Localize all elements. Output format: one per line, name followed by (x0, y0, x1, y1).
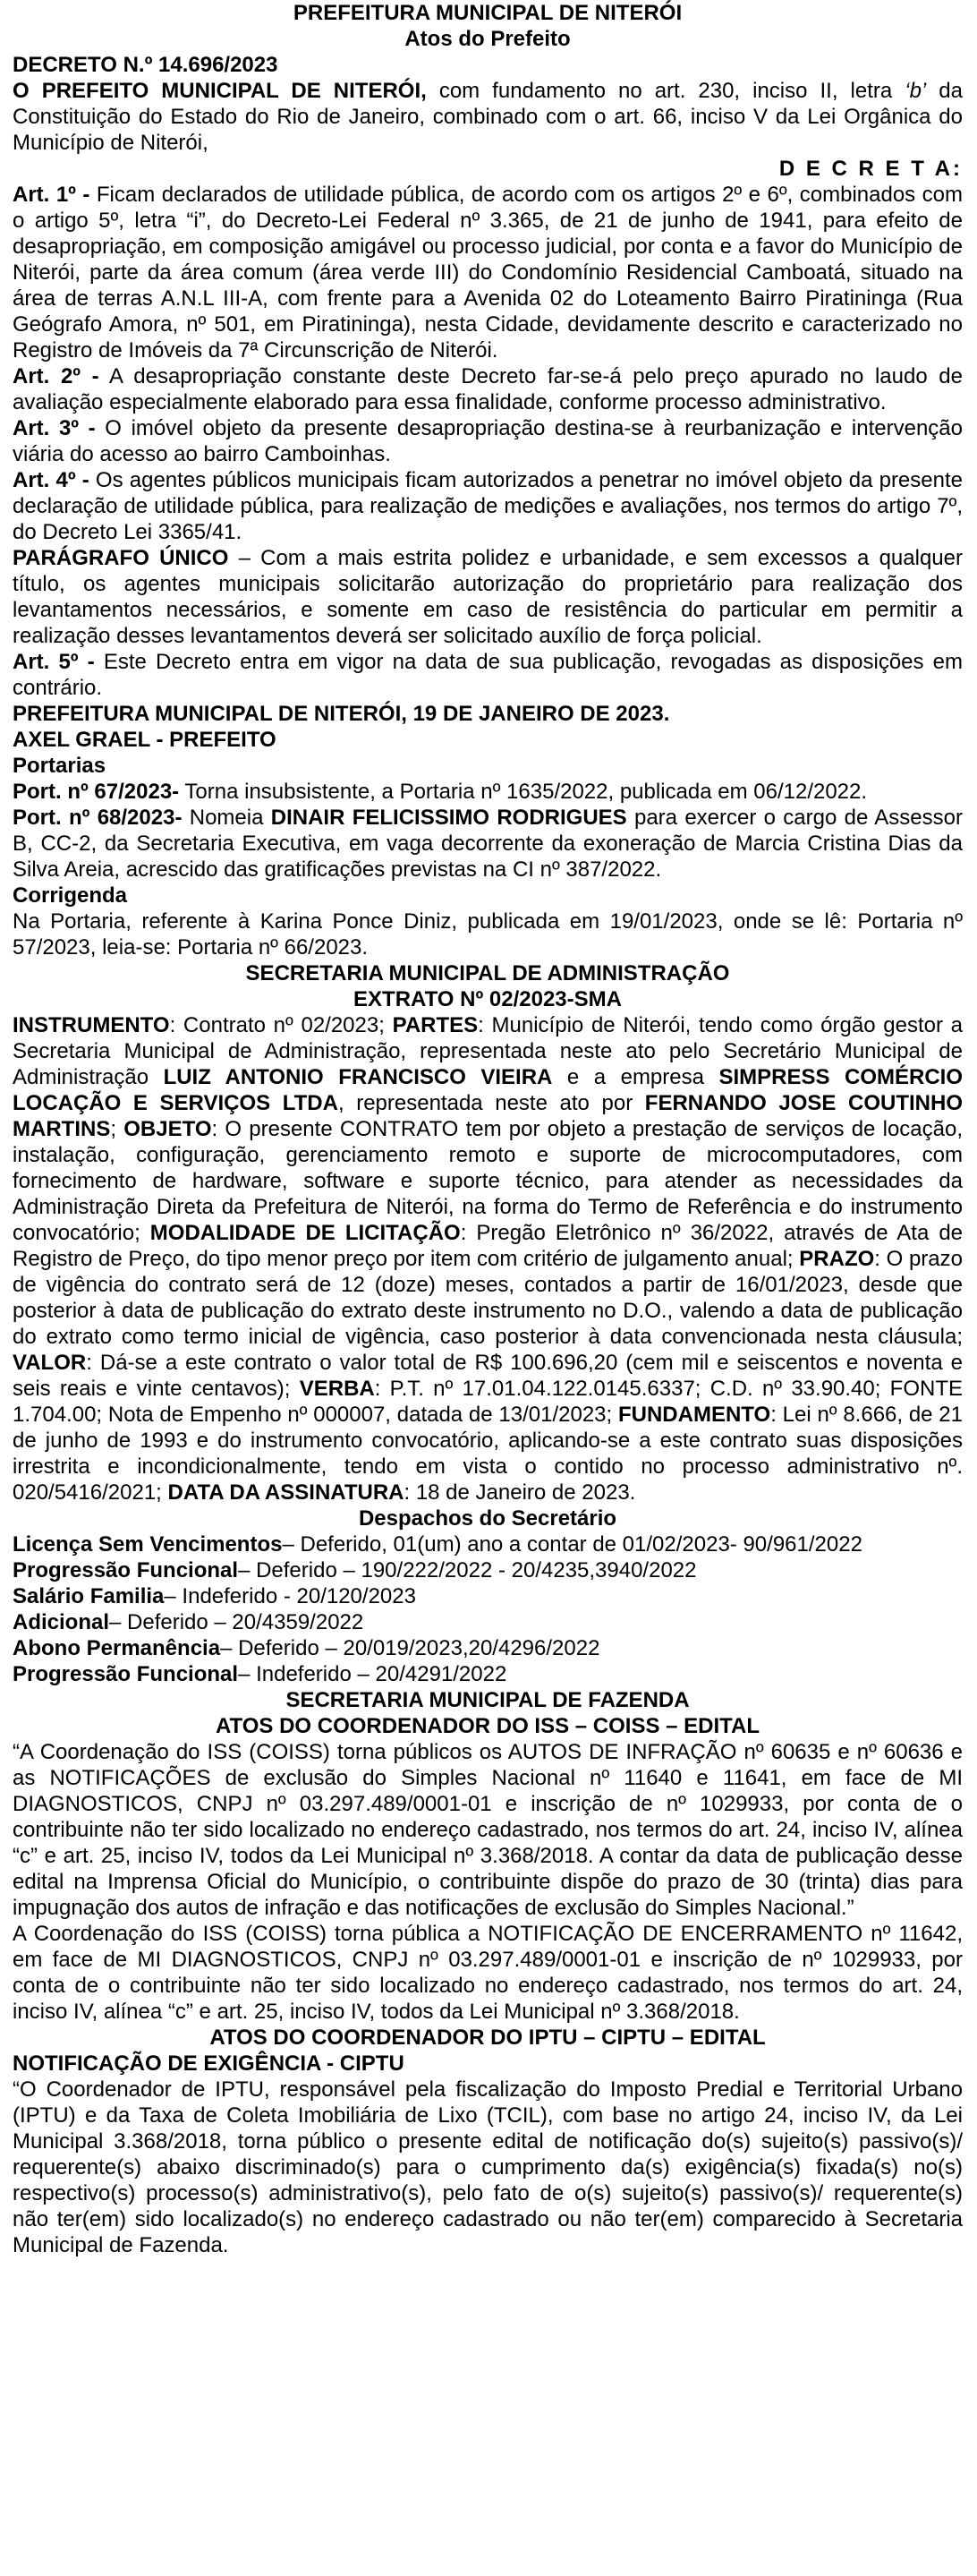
field-label: DATA DA ASSINATURA (167, 1480, 404, 1505)
article-2 (13, 363, 963, 415)
despacho-label: Abono Permanência (13, 1636, 221, 1660)
portaria-text: Torna insubsistente, a Portaria nº 1635/2022, publicada em 06/12/2022. (179, 780, 868, 804)
preamble-italic: ‘b’ (905, 79, 927, 103)
article-label: Art. 1º - (13, 183, 90, 207)
decreta-heading: D E C R E T A: (778, 157, 963, 181)
signature: AXEL GRAEL - PREFEITO (13, 728, 276, 752)
administracao-title: SECRETARIA MUNICIPAL DE ADMINISTRAÇÃO (245, 961, 730, 985)
field-text: : Lei nº 8.666, de 21 de junho de 1993 e do instrumento convocatório, aplicando-se a este contrato suas disposições irrestrita e incondicionalmente, tendo em vista o contido no processo administrativo nº. 020/5416/2021; (13, 1403, 963, 1505)
preamble-text: com fundamento no art. 230, inciso II, letra (426, 79, 905, 103)
field-label: VALOR (13, 1351, 87, 1375)
despacho-label: Progressão Funcional (13, 1662, 239, 1686)
despachos-list (13, 1531, 963, 1687)
fazenda-title: SECRETARIA MUNICIPAL DE FAZENDA (285, 1688, 690, 1712)
despacho-text: – Deferido – 190/222/2022 - 20/4235,3940/2022 (238, 1558, 697, 1582)
article-text: Este Decreto entra em vigor na data de sua publicação, revogadas as disposições em contrário. (13, 650, 963, 700)
field-text: : Dá-se a este contrato o valor total de R$ 100.696,20 (cem mil e seiscentos e noventa e seis reais e vinte centavos); (13, 1351, 963, 1401)
despacho-item (13, 1557, 963, 1583)
empresa-name: SIMPRESS COMÉRCIO LOCAÇÃO E SERVIÇOS LTDA (13, 1065, 963, 1115)
field-label: VERBA (299, 1377, 375, 1401)
article-label: Art. 5º - (13, 650, 95, 674)
secretario-name: LUIZ ANTONIO FRANCISCO VIEIRA (163, 1065, 553, 1089)
field-text: : Pregão Eletrônico nº 36/2022, através de Ata de Registro de Preço, do tipo menor preço por item com critério de julgamento anual; (13, 1221, 964, 1271)
preamble-bold: O PREFEITO MUNICIPAL DE NITERÓI, (13, 79, 427, 103)
field-text: : O presente CONTRATO tem por objeto a prestação de serviços de locação, instalação, configuração, gerenciamento remoto e suporte de microcomputadores, com fornecimento de hardware, software e suporte técnico, para atender as necessidades da Administração Direta da Prefeitura de Niterói, na forma do Termo de Referência e do instrumento convocatório; (13, 1117, 964, 1245)
decreto-preamble (13, 78, 963, 156)
iss-paragraph-1: “A Coordenação do ISS (COISS) torna públicos os AUTOS DE INFRAÇÃO nº 60635 e nº 60636 e as NOTIFICAÇÕES de exclusão do Simples Nacional nº 11640 e 11641, em face de MI DIAGNOSTICOS, CNPJ nº 03.297.489/0001-01 e inscrição de nº 1029933, por conta de o contribuinte não ter sido localizado no endereço cadastrado, nos termos do art. 24, inciso IV, alínea “c” e art. 25, inciso IV, todos da Lei Municipal nº 3.368/2018. A contar da data de publicação desse edital na Imprensa Oficial do Município, o contribuinte dispõe do prazo de 30 (trinta) dias para impugnação dos autos de infração e das notificações de exclusão do Simples Nacional.” (13, 1740, 963, 1920)
extrato-title: EXTRATO Nº 02/2023-SMA (353, 987, 622, 1011)
iss-paragraph-2: A Coordenação do ISS (COISS) torna pública a NOTIFICAÇÃO DE ENCERRAMENTO nº 11642, em face de MI DIAGNOSTICOS, CNPJ nº 03.297.489/0001-01 e inscrição de nº 1029933, por conta de o contribuinte não ter sido localizado no endereço cadastrado, nos termos do art. 24, inciso IV, alínea “c” e art. 25, inciso IV, todos da Lei Municipal nº 3.368/2018. (13, 1922, 963, 2024)
portaria-label: Port. nº 68/2023- (13, 806, 183, 830)
field-label: PRAZO (799, 1247, 875, 1271)
portaria-text: para exercer o cargo de Assessor B, CC-2, da Secretaria Executiva, em vaga decorrente da exoneração de Marcia Cristina Dias da Silva Areia, acrescido das gratificações previstas na CI nº 387/2022. (13, 806, 963, 882)
article-label: Art. 4º - (13, 468, 89, 492)
despacho-text: – Deferido – 20/019/2023,20/4296/2022 (220, 1636, 600, 1660)
field-text: e a empresa (552, 1065, 719, 1089)
date-line: PREFEITURA MUNICIPAL DE NITERÓI, 19 DE JANEIRO DE 2023. (13, 702, 670, 726)
field-text: : 18 de Janeiro de 2023. (404, 1480, 636, 1505)
field-label: INSTRUMENTO (13, 1013, 170, 1037)
despacho-item (13, 1531, 963, 1557)
despacho-text: – Deferido – 20/4359/2022 (109, 1610, 364, 1634)
header-title: PREFEITURA MUNICIPAL DE NITERÓI (293, 1, 683, 25)
despacho-label: Progressão Funcional (13, 1558, 239, 1582)
field-label: OBJETO (123, 1117, 212, 1141)
iptu-paragraph: “O Coordenador de IPTU, responsável pela fiscalização do Imposto Predial e Territorial Urbano (IPTU) e da Taxa de Coleta Imobiliária de Lixo (TCIL), com base no artigo 24, inciso IV, da Lei Municipal 3.368/2018, torna público o presente edital de notificação do(s) sujeito(s) passivo(s)/ requerente(s) abaixo discriminado(s) para o cumprimento da(s) exigência(s) fixada(s) no(s) respectivo(s) processo(s) administrativo(s), pelo fato de o(s) sujeito(s) passivo(s)/ requerente(s) não ter(em) sido localizado(s) no endereço cadastrado ou não ter(em) comparecido à Secretaria Municipal de Fazenda. (13, 2077, 963, 2257)
field-text: : Município de Niterói, tendo como órgão gestor a Secretaria Municipal de Administração, representada neste ato pelo Secretário Municipal de Administração (13, 1013, 963, 1089)
paragrafo-unico (13, 545, 963, 649)
iptu-title: ATOS DO COORDENADOR DO IPTU – CIPTU – EDITAL (209, 2026, 766, 2050)
iptu-subtitle: NOTIFICAÇÃO DE EXIGÊNCIA - CIPTU (13, 2051, 404, 2076)
field-text: : P.T. nº 17.01.04.122.0145.6337; C.D. nº 33.90.40; FONTE 1.704.00; Nota de Empenho nº 000007, datada de 13/01/2023; (13, 1377, 963, 1427)
despacho-text: – Indeferido - 20/120/2023 (164, 1584, 416, 1608)
field-label: PARTES (392, 1013, 479, 1037)
despacho-item (13, 1635, 963, 1661)
decreto-number: DECRETO N.º 14.696/2023 (13, 53, 278, 77)
representante-name: FERNANDO JOSE COUTINHO MARTINS (13, 1091, 964, 1141)
article-label: Art. 2º - (13, 364, 99, 388)
article-text: A desapropriação constante deste Decreto far-se-á pelo preço apurado no laudo de avaliação especialmente elaborado para essa finalidade, conforme processo administrativo. (13, 364, 963, 414)
despacho-item (13, 1609, 963, 1635)
despacho-label: Adicional (13, 1610, 110, 1634)
article-label: Art. 3º - (13, 416, 96, 440)
article-5 (13, 649, 963, 701)
portaria-68 (13, 805, 963, 883)
field-text: ; (110, 1117, 124, 1141)
article-text: Ficam declarados de utilidade pública, de acordo com os artigos 2º e 6º, combinados com o artigo 5º, letra “i”, do Decreto-Lei Federal nº 3.365, de 21 de junho de 1941, para efeito de desapropriação, em composição amigável ou processo judicial, por conta e a favor do Município de Niterói, parte da área comum (área verde III) do Condomínio Residencial Camboatá, situado na área de terras A.N.L III-A, com frente para a Avenida 02 do Loteamento Bairro Piratininga (Rua Geógrafo Amora, nº 501, em Piratininga), nesta Cidade, devidamente descrito e caracterizado no Registro de Imóveis da 7ª Circunscrição de Niterói. (13, 183, 963, 363)
portaria-text: Nomeia (182, 806, 271, 830)
article-4 (13, 467, 963, 545)
corrigenda-title: Corrigenda (13, 883, 128, 908)
despacho-item (13, 1661, 963, 1687)
iss-title: ATOS DO COORDENADOR DO ISS – COISS – EDITAL (215, 1714, 760, 1738)
field-label: FUNDAMENTO (617, 1403, 771, 1427)
despacho-text: – Indeferido – 20/4291/2022 (238, 1662, 507, 1686)
article-text: O imóvel objeto da presente desapropriação destina-se à reurbanização e intervenção viária do acesso ao bairro Camboinhas. (13, 416, 963, 466)
portarias-title: Portarias (13, 754, 106, 778)
portaria-person-name: DINAIR FELICISSIMO RODRIGUES (270, 806, 627, 830)
corrigenda-text: Na Portaria, referente à Karina Ponce Diniz, publicada em 19/01/2023, onde se lê: Portaria nº 57/2023, leia-se: Portaria nº 66/2023. (13, 909, 963, 960)
article-1 (13, 182, 963, 363)
field-label: MODALIDADE DE LICITAÇÃO (149, 1221, 461, 1245)
despacho-item (13, 1583, 963, 1609)
article-text: Os agentes públicos municipais ficam autorizados a penetrar no imóvel objeto da presente declaração de utilidade pública, para realização de medições e avaliações, nos termos do artigo 7º, do Decreto Lei 3365/41. (13, 468, 963, 544)
despacho-text: – Deferido, 01(um) ano a contar de 01/02/2023- 90/961/2022 (282, 1532, 862, 1557)
portaria-label: Port. nº 67/2023- (13, 780, 180, 804)
field-text: , representada neste ato por (337, 1091, 645, 1115)
article-3 (13, 415, 963, 467)
article-text: – Com a mais estrita polidez e urbanidade, e sem excessos a qualquer título, os agentes municipais solicitarão autorização do proprietário para realização dos levantamentos necessários, e somente em caso de resistência do particular em permitir a realização desses levantamentos deverá ser solicitado auxílio de força policial. (13, 546, 963, 648)
preamble-text: da Constituição do Estado do Rio de Janeiro, combinado com o art. 66, inciso V da Lei Orgânica do Município de Niterói, (13, 79, 963, 155)
field-text: : O prazo de vigência do contrato será de 12 (doze) meses, contados a partir de 16/01/2023, desde que posterior à data de publicação do extrato deste instrumento no D.O., valendo a data de publicação do extrato como termo inicial de vigência, caso posterior à data convencionada nesta cláusula; (13, 1247, 963, 1349)
article-label: PARÁGRAFO ÚNICO (13, 546, 229, 570)
portaria-67 (13, 779, 963, 805)
header-subtitle: Atos do Prefeito (404, 27, 571, 51)
field-text: : Contrato nº 02/2023; (169, 1013, 393, 1037)
despacho-label: Licença Sem Vencimentos (13, 1532, 283, 1557)
extrato-body (13, 1012, 963, 1506)
despacho-label: Salário Familia (13, 1584, 165, 1608)
despachos-title: Despachos do Secretário (358, 1506, 617, 1531)
